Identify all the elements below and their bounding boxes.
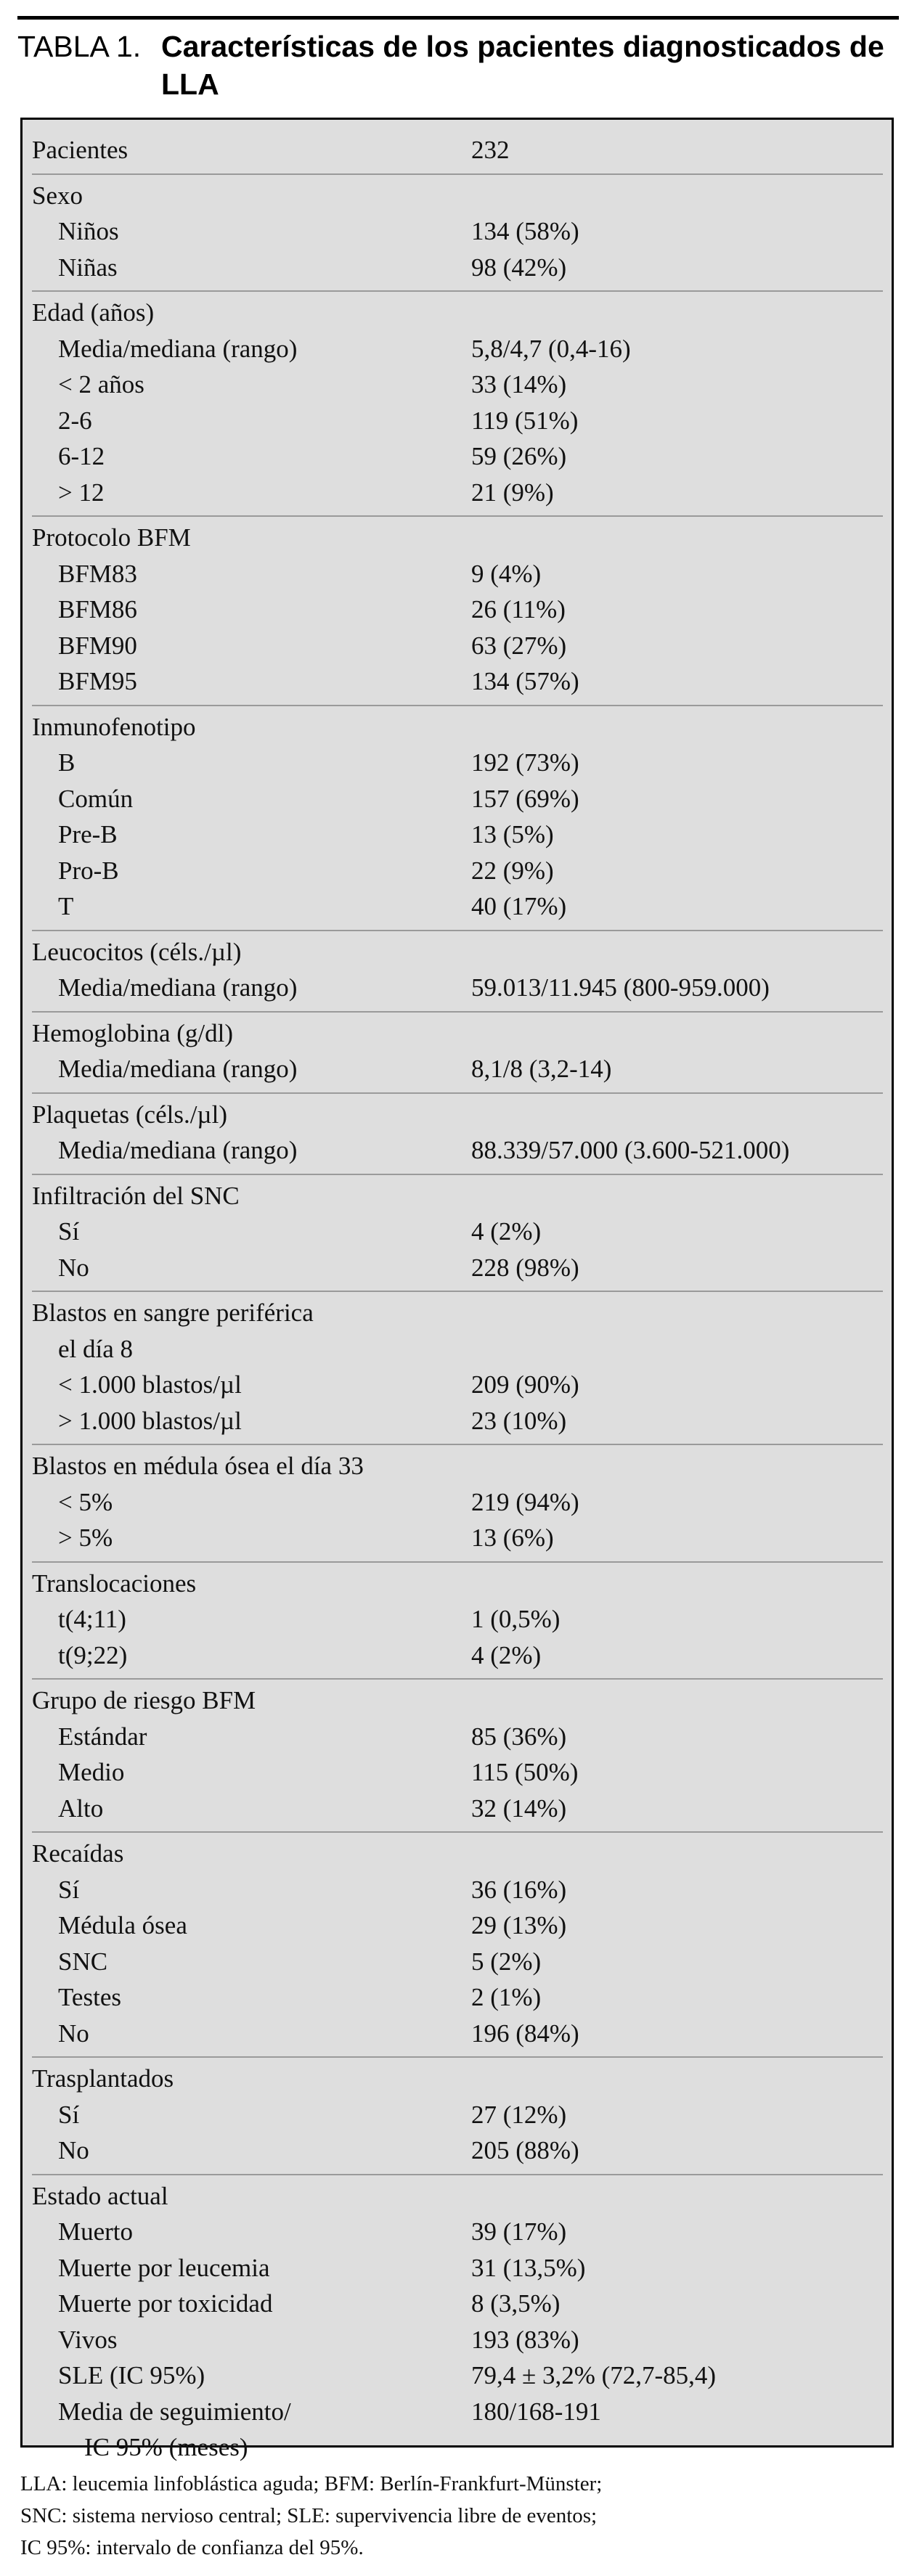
table-row	[32, 1719, 883, 1755]
table-row	[32, 2358, 883, 2394]
table-row	[32, 817, 883, 853]
row-label: Estándar	[58, 1722, 147, 1751]
table-row	[32, 1520, 883, 1556]
section-heading-row	[32, 2178, 883, 2215]
row-label: t(9;22)	[58, 1640, 128, 1669]
table-row	[32, 1214, 883, 1250]
row-label: Blastos en sangre periférica	[32, 1299, 314, 1327]
row-label: Media/mediana (rango)	[58, 1055, 298, 1083]
row-label: Edad (años)	[32, 298, 155, 327]
table-row	[32, 1403, 883, 1439]
row-value: 193 (83%)	[471, 2325, 579, 2354]
table-section	[32, 931, 883, 1013]
row-value: 4 (2%)	[471, 1640, 542, 1669]
row-label: Hemoglobina (g/dl)	[32, 1018, 234, 1047]
row-label: Muerto	[58, 2217, 134, 2246]
row-value: 196 (84%)	[471, 2019, 579, 2048]
table-row	[32, 213, 883, 250]
table-row	[32, 475, 883, 511]
table-section	[32, 1292, 883, 1445]
section-heading-row	[32, 520, 883, 556]
row-value: 88.339/57.000 (3.600-521.000)	[471, 1136, 790, 1164]
row-label: > 1.000 blastos/µl	[58, 1406, 242, 1435]
row-label: BFM83	[58, 559, 137, 588]
table-row	[32, 970, 883, 1006]
table-row	[32, 1601, 883, 1637]
row-label: Infiltración del SNC	[32, 1181, 240, 1210]
row-value: 32 (14%)	[471, 1794, 567, 1823]
row-label: Muerte por toxicidad	[58, 2289, 273, 2318]
row-value: 134 (57%)	[471, 667, 579, 695]
row-label: Común	[58, 784, 134, 813]
row-label: Alto	[58, 1794, 104, 1823]
row-label: BFM95	[58, 667, 137, 695]
row-label: Niñas	[58, 253, 118, 282]
row-label: Media/mediana (rango)	[58, 334, 298, 363]
row-label: Sí	[58, 2100, 80, 2129]
row-label: el día 8	[58, 1334, 134, 1363]
row-value: 219 (94%)	[471, 1487, 579, 1516]
row-value: 33 (14%)	[471, 370, 567, 398]
table-row	[32, 592, 883, 628]
section-heading-row	[32, 1566, 883, 1602]
table-section	[32, 175, 883, 293]
row-value: 9 (4%)	[471, 559, 542, 588]
row-value: 205 (88%)	[471, 2136, 579, 2164]
table-section	[32, 1175, 883, 1293]
section-heading-row	[32, 934, 883, 970]
table-row	[32, 1132, 883, 1169]
row-label: BFM86	[58, 595, 137, 623]
row-value: 192 (73%)	[471, 748, 579, 777]
section-heading-row	[32, 132, 883, 168]
table-row	[32, 1944, 883, 1980]
section-heading-row	[32, 1178, 883, 1214]
row-label: Media/mediana (rango)	[58, 973, 298, 1002]
section-heading-row	[32, 1015, 883, 1052]
row-value: 119 (51%)	[471, 406, 579, 435]
row-label: < 1.000 blastos/µl	[58, 1370, 242, 1399]
row-label: > 5%	[58, 1524, 113, 1552]
row-value: 22 (9%)	[471, 856, 554, 885]
table-row	[32, 2016, 883, 2052]
row-label: < 5%	[58, 1487, 113, 1516]
table-row	[32, 556, 883, 592]
row-label: Muerte por leucemia	[58, 2253, 270, 2282]
row-label: T	[58, 892, 74, 920]
row-value: 13 (5%)	[471, 820, 554, 849]
row-value: 27 (12%)	[471, 2100, 567, 2129]
row-value: 134 (58%)	[471, 217, 579, 245]
row-label: Protocolo BFM	[32, 523, 191, 552]
table-row	[32, 1250, 883, 1286]
row-value: 36 (16%)	[471, 1875, 567, 1904]
table-row	[32, 2322, 883, 2358]
row-value: 79,4 ± 3,2% (72,7-85,4)	[471, 2361, 717, 2389]
table-row	[32, 1872, 883, 1908]
row-label: Plaquetas (céls./µl)	[32, 1100, 227, 1129]
row-label: Testes	[58, 1983, 121, 2011]
row-value: 157 (69%)	[471, 784, 579, 813]
row-label: No	[58, 1253, 89, 1282]
row-label: SLE (IC 95%)	[58, 2361, 205, 2389]
section-heading-row	[32, 1448, 883, 1484]
table-row	[32, 888, 883, 925]
row-value: 59.013/11.945 (800-959.000)	[471, 973, 770, 1002]
table-row	[32, 403, 883, 439]
table-row	[32, 2286, 883, 2322]
row-value: 98 (42%)	[471, 253, 567, 282]
row-label: Grupo de riesgo BFM	[32, 1686, 256, 1714]
table-row	[32, 2394, 883, 2430]
row-label: Sexo	[32, 181, 83, 210]
row-value: 13 (6%)	[471, 1524, 554, 1552]
row-label: No	[58, 2136, 89, 2164]
top-rule	[17, 16, 899, 20]
table-row	[32, 438, 883, 475]
table-row	[32, 781, 883, 817]
table-row	[32, 628, 883, 664]
table-row	[32, 2429, 883, 2466]
row-value: 29 (13%)	[471, 1911, 567, 1939]
table-section	[32, 1445, 883, 1563]
table-section	[32, 1013, 883, 1094]
row-label: Media/mediana (rango)	[58, 1136, 298, 1164]
table-row	[32, 1367, 883, 1403]
row-value: 26 (11%)	[471, 595, 566, 623]
patient-characteristics-table	[32, 129, 883, 2471]
row-label: Pre-B	[58, 820, 118, 849]
table-row	[32, 663, 883, 700]
table-row	[32, 367, 883, 403]
table-row	[32, 1754, 883, 1791]
row-value: 40 (17%)	[471, 892, 567, 920]
row-label: Leucocitos (céls./µl)	[32, 937, 242, 966]
table-section	[32, 1680, 883, 1833]
row-label: Estado actual	[32, 2181, 168, 2210]
row-label: Media de seguimiento/	[58, 2397, 291, 2426]
table-section	[32, 2058, 883, 2175]
table-section	[32, 1094, 883, 1175]
row-value: 115 (50%)	[471, 1758, 579, 1786]
row-label: Inmunofenotipo	[32, 712, 196, 741]
row-label: t(4;11)	[58, 1605, 126, 1633]
row-label: < 2 años	[58, 370, 144, 398]
table-footnote	[20, 2468, 899, 2564]
table-row	[32, 250, 883, 286]
row-label: IC 95% (meses)	[84, 2433, 248, 2461]
row-value: 31 (13,5%)	[471, 2253, 586, 2282]
row-value: 39 (17%)	[471, 2217, 567, 2246]
section-heading-row	[32, 2061, 883, 2097]
row-value: 63 (27%)	[471, 631, 567, 660]
table-row	[32, 1637, 883, 1674]
section-heading-row	[32, 1295, 883, 1331]
table-row	[32, 853, 883, 889]
table-row	[32, 2097, 883, 2133]
table-section	[32, 1563, 883, 1680]
row-label: Medio	[58, 1758, 125, 1786]
row-label: > 12	[58, 478, 105, 507]
row-value: 5,8/4,7 (0,4-16)	[471, 334, 631, 363]
row-label: Blastos en médula ósea el día 33	[32, 1452, 364, 1480]
row-value: 59 (26%)	[471, 442, 567, 470]
footnote-line: SNC: sistema nervioso central; SLE: supervivencia libre de eventos;	[20, 2504, 598, 2527]
row-label: Translocaciones	[32, 1569, 197, 1598]
row-label: SNC	[58, 1947, 108, 1976]
footnote-line: IC 95%: intervalo de confianza del 95%.	[20, 2536, 364, 2559]
row-label: 6-12	[58, 442, 105, 470]
section-heading-row	[32, 1097, 883, 1133]
table-row	[32, 2214, 883, 2250]
row-value: 4 (2%)	[471, 1217, 542, 1246]
row-label: Vivos	[58, 2325, 118, 2354]
table-row	[32, 1908, 883, 1944]
table-row	[32, 1484, 883, 1521]
row-value: 8,1/8 (3,2-14)	[471, 1055, 612, 1083]
table-section	[32, 292, 883, 517]
row-value: 180/168-191	[471, 2397, 601, 2426]
row-label: Pro-B	[58, 856, 119, 885]
row-value: 21 (9%)	[471, 478, 554, 507]
row-label: BFM90	[58, 631, 137, 660]
table-row	[32, 1331, 883, 1367]
table-section	[32, 129, 883, 175]
section-heading-row	[32, 178, 883, 214]
row-label: B	[58, 748, 76, 777]
section-heading-row	[32, 709, 883, 745]
row-label: Sí	[58, 1217, 80, 1246]
row-value: 23 (10%)	[471, 1406, 567, 1435]
table-row	[32, 2133, 883, 2169]
row-value: 209 (90%)	[471, 1370, 579, 1399]
table-label: TABLA 1.	[17, 30, 142, 63]
row-value: 85 (36%)	[471, 1722, 567, 1751]
table-row	[32, 331, 883, 367]
section-heading-row	[32, 295, 883, 331]
row-value: 232	[471, 136, 510, 164]
row-label: Sí	[58, 1875, 80, 1904]
row-value: 1 (0,5%)	[471, 1605, 561, 1633]
table-title: Características de los pacientes diagnosticados de LLA	[161, 30, 884, 101]
section-heading-row	[32, 1836, 883, 1872]
table-section	[32, 2175, 883, 2471]
table-section	[32, 1833, 883, 2058]
footnote-line: LLA: leucemia linfoblástica aguda; BFM: Berlín-Frankfurt-Münster;	[20, 2472, 603, 2495]
table-row	[32, 745, 883, 781]
table-section	[32, 706, 883, 931]
row-value: 2 (1%)	[471, 1983, 542, 2011]
row-label: Recaídas	[32, 1839, 124, 1868]
row-value: 8 (3,5%)	[471, 2289, 561, 2318]
row-label: 2-6	[58, 406, 92, 435]
table-row	[32, 1051, 883, 1087]
table-row	[32, 2250, 883, 2286]
row-label: Trasplantados	[32, 2064, 174, 2093]
table-row	[32, 1791, 883, 1827]
section-heading-row	[32, 1682, 883, 1719]
row-value: 228 (98%)	[471, 1253, 579, 1282]
table-section	[32, 517, 883, 706]
row-label: Niños	[58, 217, 119, 245]
row-label: Pacientes	[32, 136, 129, 164]
row-label: Médula ósea	[58, 1911, 187, 1939]
row-label: No	[58, 2019, 89, 2048]
row-value: 5 (2%)	[471, 1947, 542, 1976]
table-row	[32, 1979, 883, 2016]
